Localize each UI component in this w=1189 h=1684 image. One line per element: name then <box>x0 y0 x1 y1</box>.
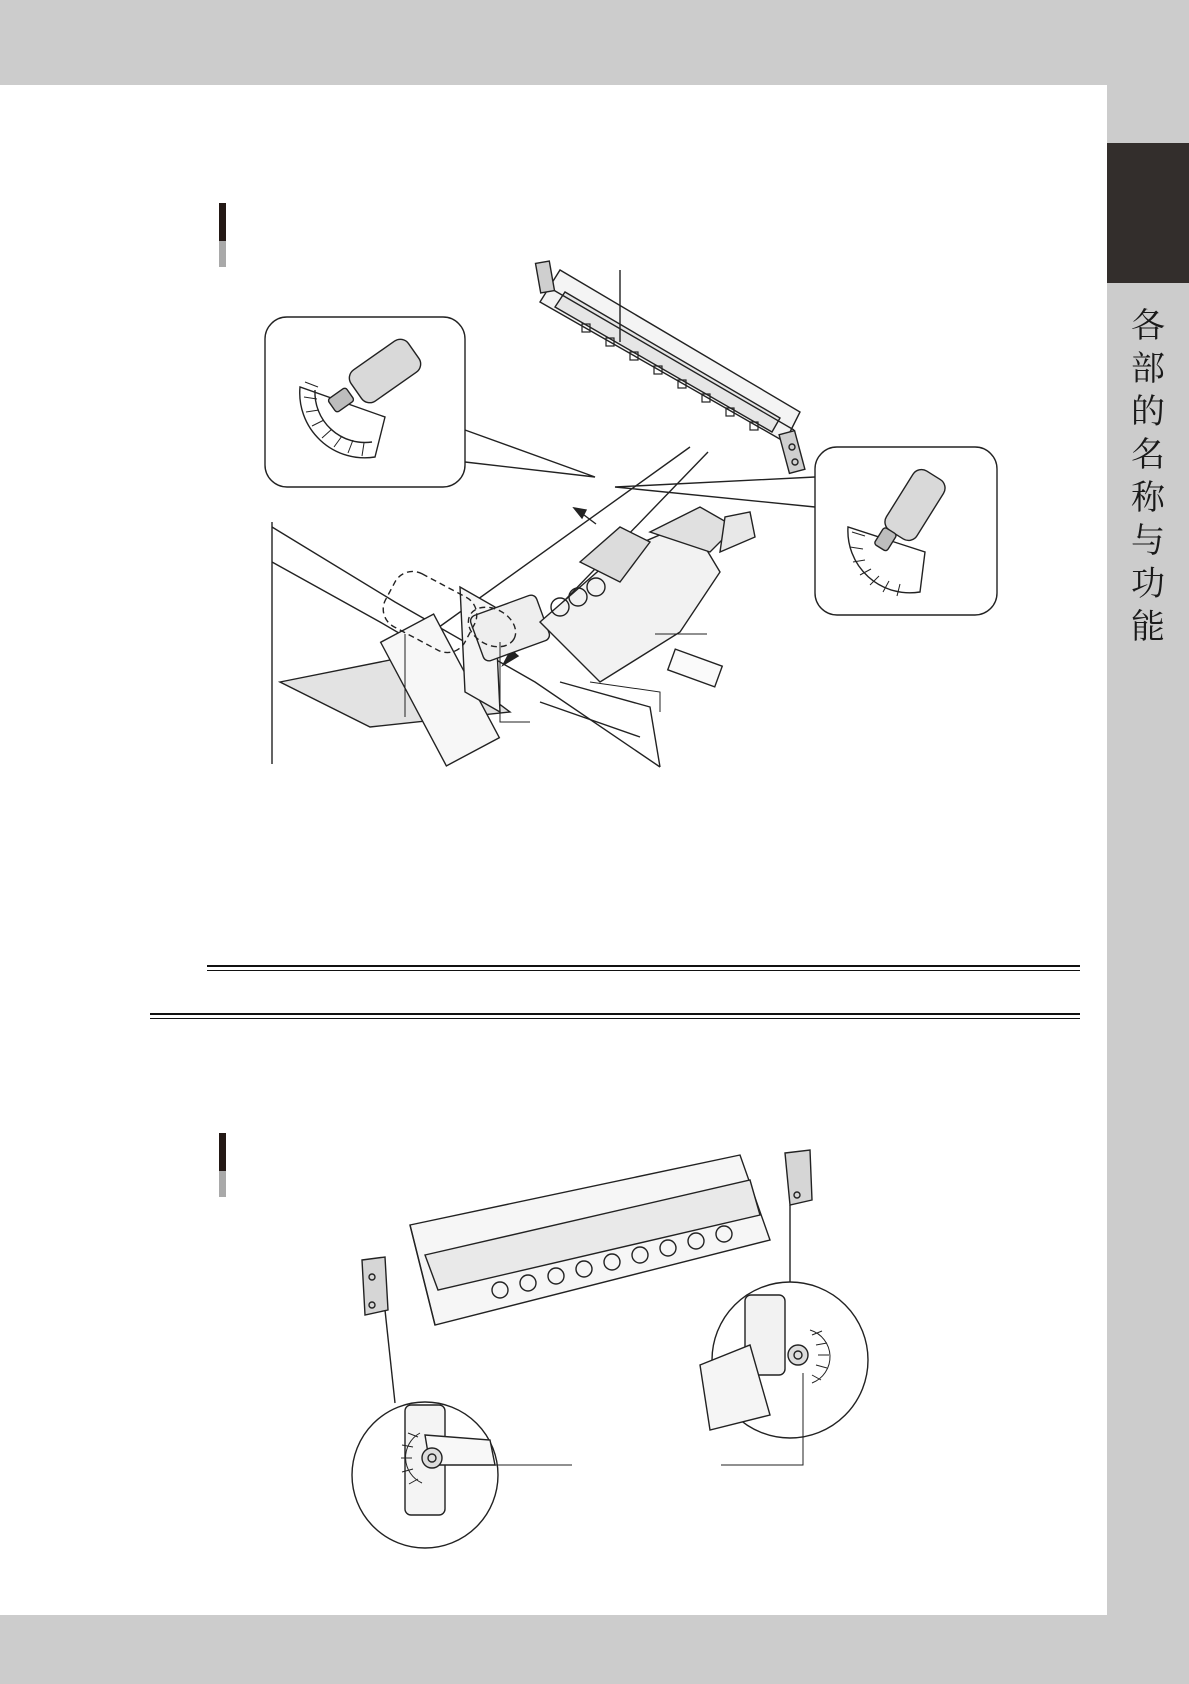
divider-rule <box>207 965 1080 967</box>
chapter-title-char: 名 <box>1131 435 1165 475</box>
zoom-dial-left <box>352 1310 498 1548</box>
chapter-title-char: 功 <box>1131 564 1165 604</box>
zoom-bubble-left <box>265 317 595 487</box>
chapter-title-char: 称 <box>1131 478 1165 518</box>
divider-rule <box>150 1013 1080 1015</box>
chapter-title-vertical <box>1107 305 1189 649</box>
figure-unit-dials <box>350 1165 870 1555</box>
chapter-title-char: 各 <box>1131 306 1165 346</box>
chapter-title-char: 能 <box>1131 607 1165 647</box>
chapter-title-char: 的 <box>1131 392 1165 432</box>
section-marker-icon <box>219 203 226 267</box>
chapter-title-char: 部 <box>1131 349 1165 389</box>
chapter-tab <box>1107 143 1189 283</box>
section-marker-icon <box>219 1133 226 1197</box>
removed-unit-drawing <box>536 261 805 473</box>
figure-unit-removal <box>260 262 1000 782</box>
machine-base-drawing <box>272 507 755 767</box>
chapter-title-char: 与 <box>1131 521 1165 561</box>
